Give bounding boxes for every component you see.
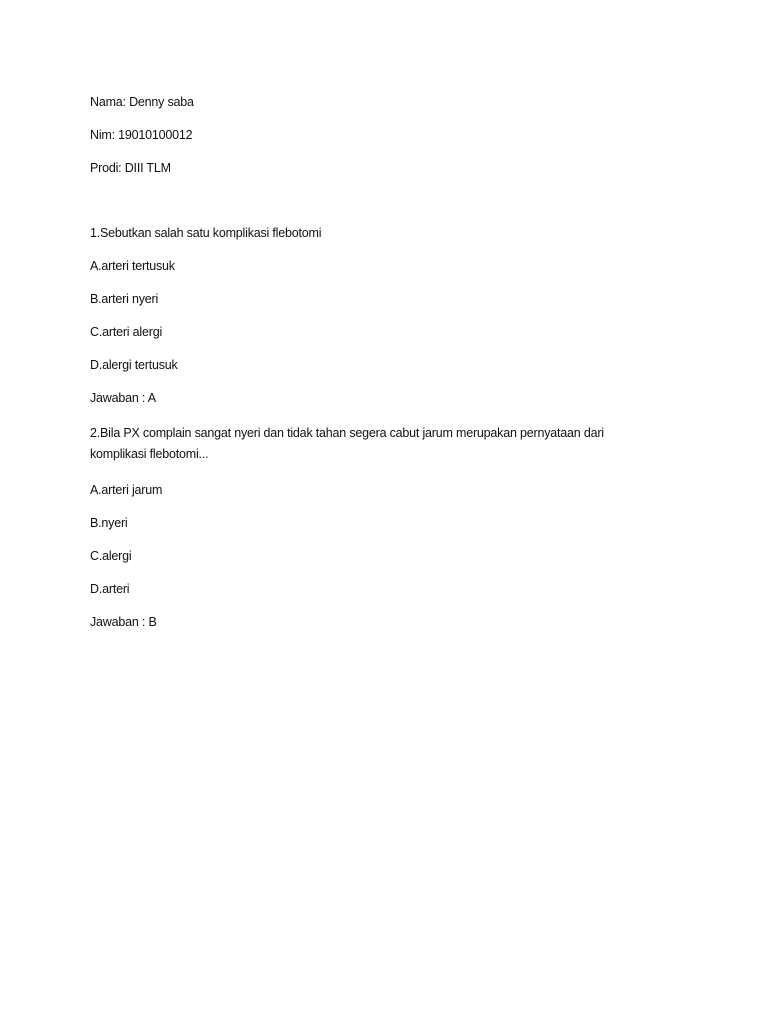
question-1-option-d: D.alergi tertusuk — [90, 358, 178, 372]
student-prodi: Prodi: DIII TLM — [90, 161, 171, 175]
question-2-option-c: C.alergi — [90, 549, 132, 563]
question-1-option-a: A.arteri tertusuk — [90, 259, 175, 273]
question-2-answer: Jawaban : B — [90, 615, 157, 629]
question-1-option-c: C.arteri alergi — [90, 325, 163, 339]
question-1-option-b: B.arteri nyeri — [90, 292, 159, 306]
document-body — [90, 94, 690, 630]
student-name: Nama: Denny saba — [90, 95, 194, 109]
question-2-text-line-2: komplikasi flebotomi... — [90, 447, 209, 461]
student-nim: Nim: 19010100012 — [90, 128, 193, 142]
question-2-text — [90, 423, 690, 465]
question-2-option-d: D.arteri — [90, 582, 130, 596]
question-2-text-line-1: 2.Bila PX complain sangat nyeri dan tidak tahan segera cabut jarum merupakan pernyataan dari — [90, 426, 604, 440]
question-2-option-b: B.nyeri — [90, 516, 128, 530]
question-1-answer: Jawaban : A — [90, 391, 156, 405]
question-2-option-a: A.arteri jarum — [90, 483, 163, 497]
question-1-text: 1.Sebutkan salah satu komplikasi flebotomi — [90, 226, 322, 240]
